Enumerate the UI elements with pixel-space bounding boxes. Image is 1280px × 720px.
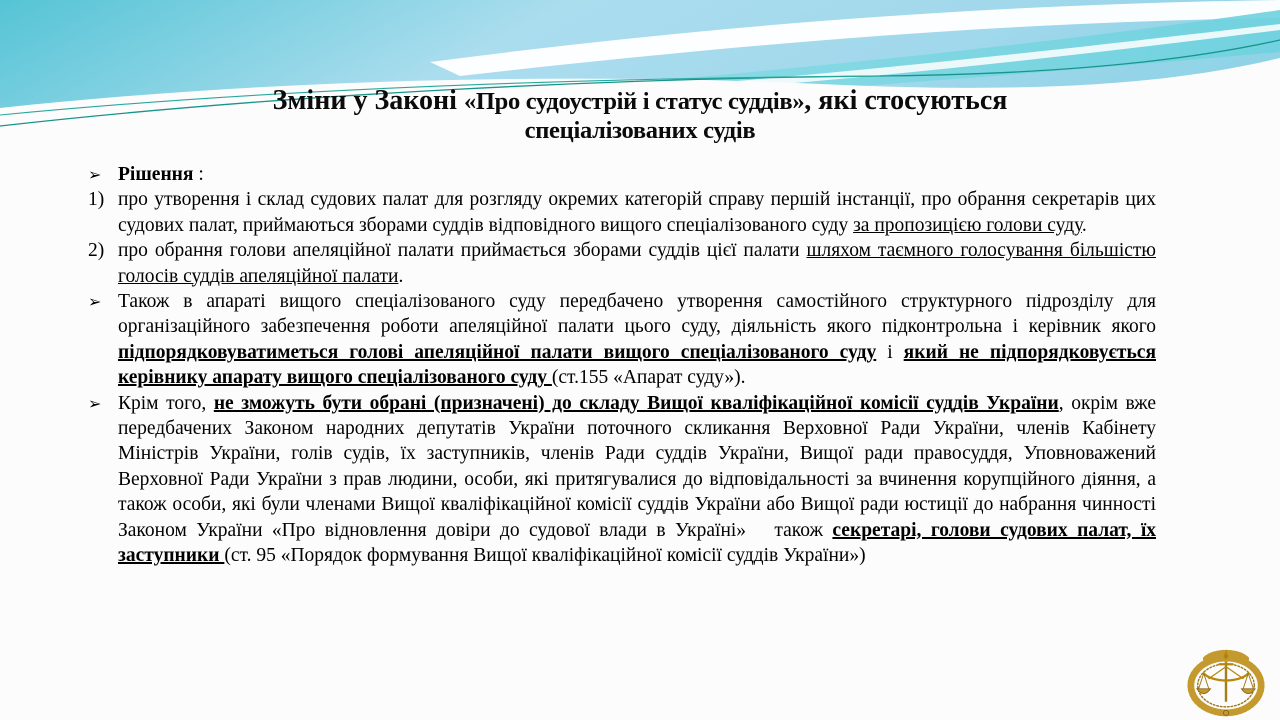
list-item (88, 162, 1156, 187)
left-pan (1197, 689, 1211, 694)
title-text-main2: , які стосуються (804, 85, 1008, 116)
sword-guard (1218, 663, 1233, 665)
page-title (0, 80, 1280, 145)
list-item (88, 391, 1156, 569)
list-number: 1) (88, 189, 105, 211)
bullet-marker: ➢ (88, 165, 102, 184)
paragraph-text: про обрання голови апеляційної палати приймається зборами суддів цієї палати шляхом таємного голосування більшістю голосів суддів апеляційної палати. (118, 240, 1156, 287)
scales-of-justice-emblem (1182, 646, 1270, 718)
title-text-quoted: «Про судоустрій і статус суддів» (463, 88, 805, 115)
paragraph-text: Крім того, не зможуть бути обрані (призначені) до складу Вищої кваліфікаційної комісії суддів України, окрім вже передбачених Законом народних депутатів України поточного скликання Верховної Ради України, членів Кабінету Міністрів України, голів судів, їх заступників, членів Ради суддів України, Вищої ради правосуддя, Уповноважений Верховної Ради України з прав людини, особи, які притягувалися до відповідальності за вчинення корупційного діяння, а також особи, які були членами Вищої кваліфікаційної комісії суддів України або Вищої ради юстиції до набрання чинності Законом України «Про відновлення довіри до судової влади в Україні» також секретарі, голови судових палат, їх заступники (ст. 95 «Порядок формування Вищої кваліфікаційної комісії суддів України») (118, 392, 1157, 567)
slide-body (88, 162, 1156, 569)
paragraph-text: Рішення : (118, 164, 204, 185)
paragraph-text: про утворення і склад судових палат для розгляду окремих категорій справу першій інстанції, про обрання секретарів цих судових палат, приймаються зборами суддів відповідного вищого спеціалізованого суду за пропозицією голови суду. (118, 189, 1156, 236)
list-number: 2) (88, 240, 105, 262)
title-line-2: спеціалізованих судів (524, 116, 756, 144)
list-item (88, 289, 1156, 391)
list-item (88, 187, 1156, 238)
bullet-marker: ➢ (88, 292, 102, 312)
list-item (88, 238, 1156, 289)
title-line-1 (0, 80, 1280, 117)
title-text-main: Зміни у Законі (272, 85, 464, 116)
sword-pommel (1224, 659, 1228, 663)
paragraph-text: Також в апараті вищого спеціалізованого суду передбачено утворення самостійного структурного підрозділу для організаційного забезпечення роботи апеляційної палати цього суду, діяльність якого підконтрольна і керівник якого підпорядковуватиметься голові апеляційної палати вищого спеціалізованого суду і який не підпорядковується керівнику апарату вищого спеціалізованого суду (ст.155 «Апарат суду»). (118, 291, 1157, 389)
bullet-marker: ➢ (88, 393, 102, 413)
wreath-tie (1223, 710, 1228, 715)
